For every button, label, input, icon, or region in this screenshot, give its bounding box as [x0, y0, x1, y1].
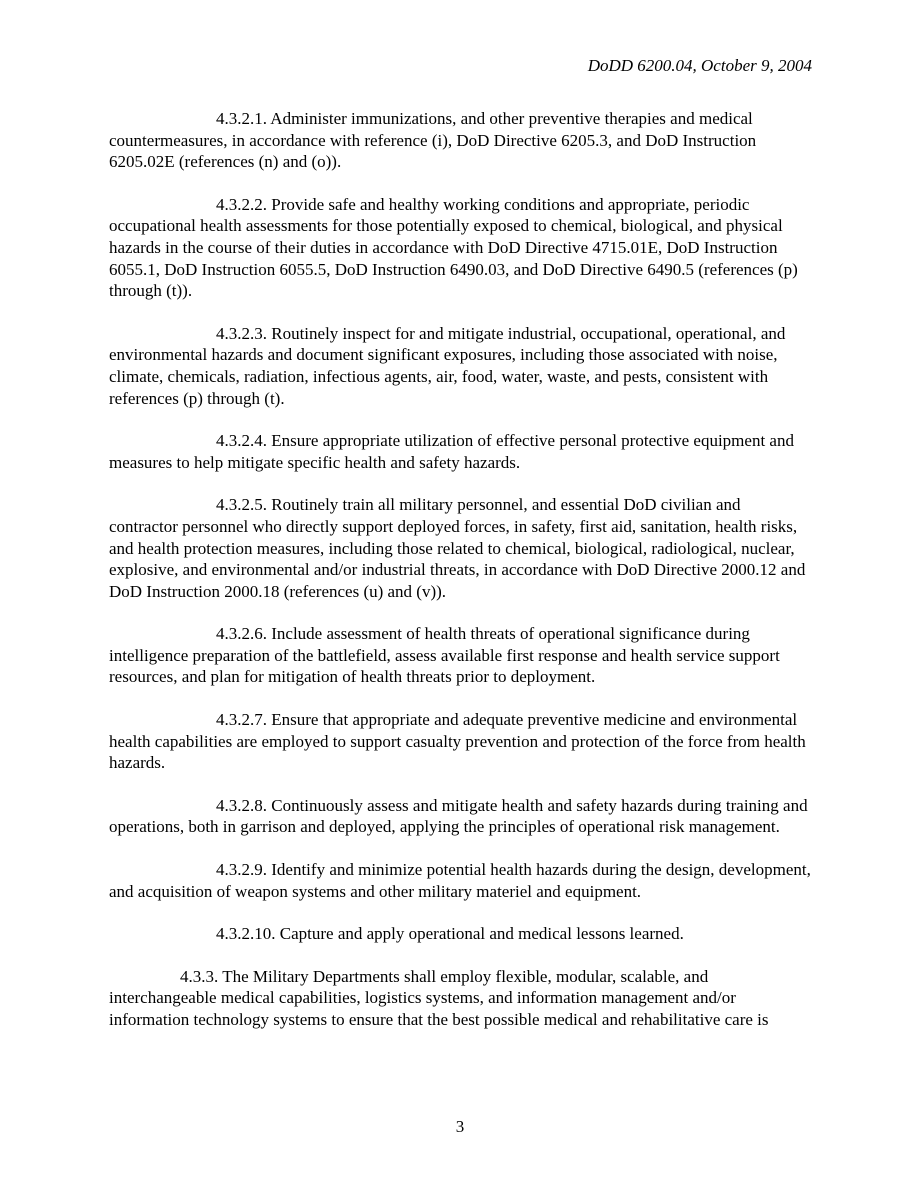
paragraph-4-3-2-3: 4.3.2.3. Routinely inspect for and mitigate industrial, occupational, operational, and environmental hazards and document significant exposures, including those associated with noise, climate, chemicals, radiation, infectious agents, air, food, water, waste, and pests, consistent with references (p) through (t). [109, 323, 786, 408]
paragraph-4-3-2-6: 4.3.2.6. Include assessment of health threats of operational significance during intelligence preparation of the battlefield, assess available first response and health service support resources, and plan for mitigation of health threats prior to deployment. [109, 624, 780, 687]
paragraph-4-3-2-9: 4.3.2.9. Identify and minimize potential health hazards during the design, development, and acquisition of weapon systems and other military materiel and equipment. [109, 860, 811, 901]
paragraph-4-3-2-1: 4.3.2.1. Administer immunizations, and other preventive therapies and medical countermeasures, in accordance with reference (i), DoD Directive 6205.3, and DoD Instruction 6205.02E (references (n) and (o)). [109, 109, 757, 172]
paragraph-4-3-3: 4.3.3. The Military Departments shall employ flexible, modular, scalable, and interchangeable medical capabilities, logistics systems, and information management and/or information technology systems to ensure that the best possible medical and rehabilitative care is [109, 966, 769, 1029]
document-header: DoDD 6200.04, October 9, 2004 [587, 56, 812, 75]
paragraph-4-3-2-10: 4.3.2.10. Capture and apply operational and medical lessons learned. [216, 924, 684, 944]
document-body [109, 108, 813, 1052]
page-number: 3 [455, 1117, 465, 1136]
paragraph-4-3-2-5: 4.3.2.5. Routinely train all military personnel, and essential DoD civilian and contractor personnel who directly support deployed forces, in safety, first aid, sanitation, health risks, and health protection measures, including those related to chemical, biological, radiological, nuclear, explosive, and environmental and/or industrial threats, in accordance with DoD Directive 2000.12 and DoD Instruction 2000.18 (references (u) and (v)). [109, 495, 806, 601]
paragraph-4-3-2-4: 4.3.2.4. Ensure appropriate utilization of effective personal protective equipment and measures to help mitigate specific health and safety hazards. [109, 431, 794, 472]
paragraph-4-3-2-8: 4.3.2.8. Continuously assess and mitigate health and safety hazards during training and operations, both in garrison and deployed, applying the principles of operational risk management. [109, 795, 808, 837]
paragraph-4-3-2-7: 4.3.2.7. Ensure that appropriate and adequate preventive medicine and environmental health capabilities are employed to support casualty prevention and protection of the force from health hazards. [109, 710, 806, 773]
paragraph-4-3-2-2: 4.3.2.2. Provide safe and healthy working conditions and appropriate, periodic occupational health assessments for those potentially exposed to chemical, biological, and physical hazards in the course of their duties in accordance with DoD Directive 4715.01E, DoD Instruction 6055.1, DoD Instruction 6055.5, DoD Instruction 6490.03, and DoD Directive 6490.5 (references (p) through (t)). [109, 194, 798, 301]
